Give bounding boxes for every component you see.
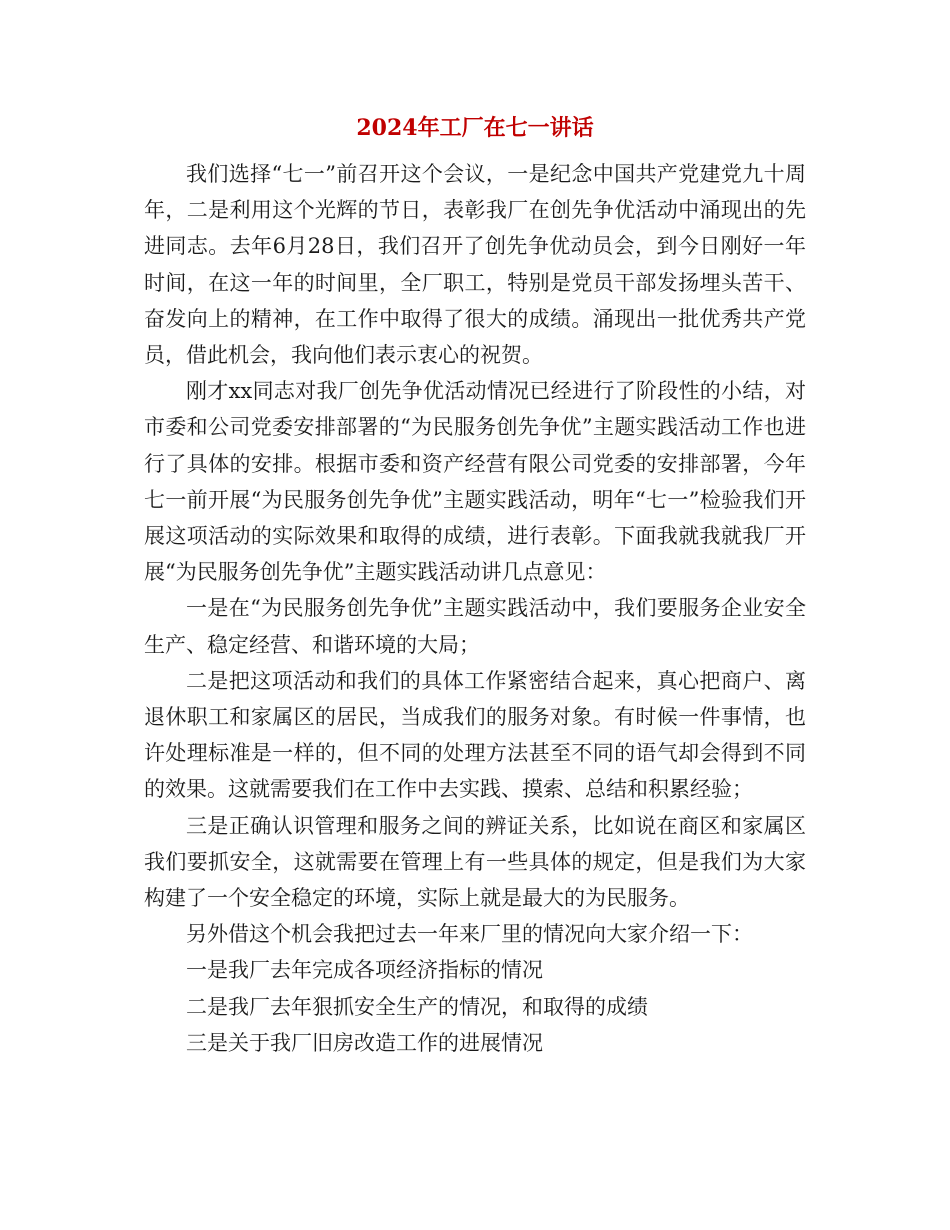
- paragraph-point-two: 二是把这项活动和我们的具体工作紧密结合起来，真心把商户、离退休职工和家属区的居民，当成我们的服务对象。有时候一件事情，也许处理标准是一样的，但不同的处理方法甚至不同的语气却会得到不同的效果。这就需要我们在工作中去实践、摸索、总结和积累经验；: [144, 668, 806, 802]
- report-item-safety: 二是我厂去年狠抓安全生产的情况，和取得的成绩: [186, 994, 648, 1019]
- paragraph-opening: 我们选择“七一”前召开这个会议，一是纪念中国共产党建党九十周年，二是利用这个光辉的节日，表彰我厂在创先争优活动中涌现出的先进同志。去年6月28日，我们召开了创先争优动员会，到今日刚好一年时间，在这一年的时间里，全厂职工，特别是党员干部发扬埋头苦干、奋发向上的精神，在工作中取得了很大的成绩。涌现出一批优秀共产党员，借此机会，我向他们表示衷心的祝贺。: [144, 162, 806, 368]
- report-item-renovation: 三是关于我厂旧房改造工作的进展情况: [186, 1030, 543, 1055]
- paragraph-summary: 刚才xx同志对我厂创先争优活动情况已经进行了阶段性的小结，对市委和公司党委安排部署的“为民服务创先争优”主题实践活动工作也进行了具体的安排。根据市委和资产经营有限公司党委的安排部署，今年七一前开展“为民服务创先争优”主题实践活动，明年“七一”检验我们开展这项活动的实际效果和取得的成绩，进行表彰。下面我就我就我厂开展“为民服务创先争优”主题实践活动讲几点意见：: [144, 379, 806, 585]
- document-title: 2024年工厂在七一讲话: [356, 115, 594, 141]
- document-body: [144, 156, 806, 1061]
- report-item-economic: 一是我厂去年完成各项经济指标的情况: [186, 958, 543, 983]
- paragraph-intro-report: 另外借这个机会我把过去一年来厂里的情况向大家介绍一下：: [186, 922, 753, 947]
- paragraph-point-one: 一是在“为民服务创先争优”主题实践活动中，我们要服务企业安全生产、稳定经营、和谐环境的大局；: [144, 596, 806, 657]
- paragraph-point-three: 三是正确认识管理和服务之间的辨证关系，比如说在商区和家属区我们要抓安全，这就需要在管理上有一些具体的规定，但是我们为大家构建了一个安全稳定的环境，实际上就是最大的为民服务。: [144, 813, 806, 911]
